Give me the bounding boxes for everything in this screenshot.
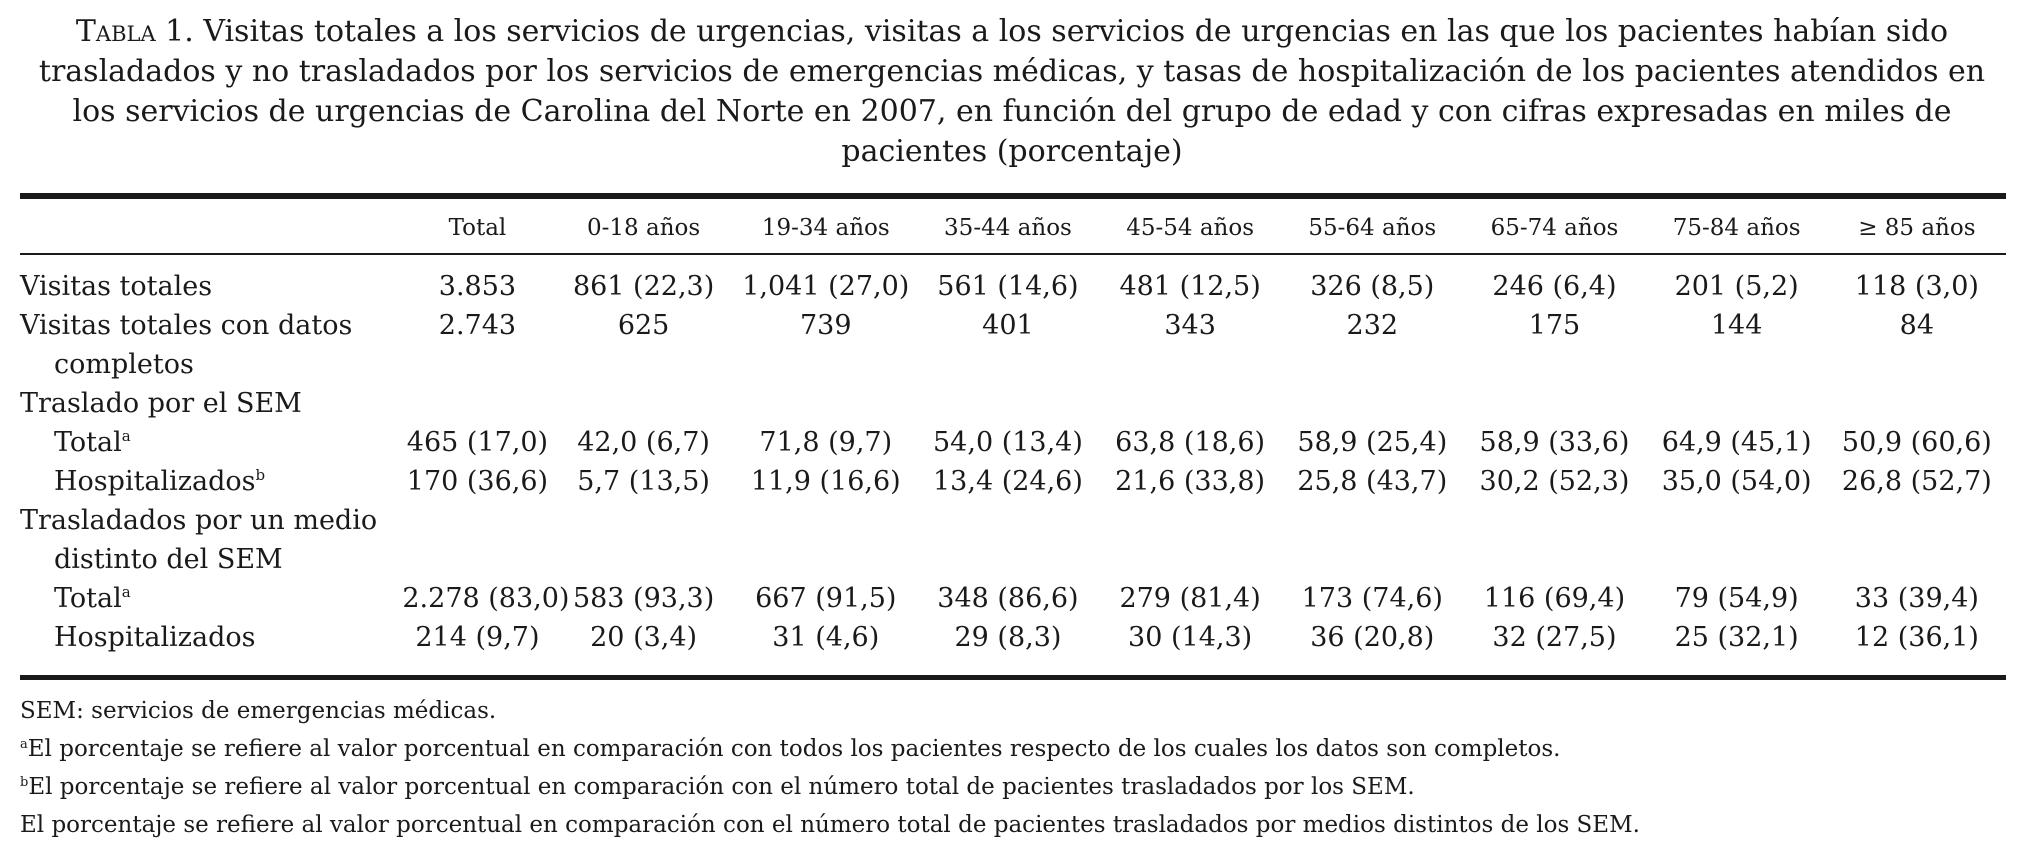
table-cell: 21,6 (33,8): [1115, 466, 1266, 497]
row-label-text: Total: [54, 427, 122, 458]
table-cell: 84: [1899, 310, 1935, 341]
table-cell: 25,8 (43,7): [1297, 466, 1448, 497]
table-cell: 561 (14,6): [937, 271, 1079, 302]
table-cell: 2.278 (83,0): [402, 583, 570, 614]
table-cell: 30 (14,3): [1128, 622, 1253, 653]
table-cell: 170 (36,6): [406, 466, 549, 497]
section-heading-line: Trasladados por un medio: [20, 505, 378, 536]
table-cell: 42,0 (6,7): [577, 427, 710, 458]
table-cell: 63,8 (18,6): [1115, 427, 1266, 458]
table-cell: 173 (74,6): [1301, 583, 1443, 614]
table-cell: 116 (69,4): [1483, 583, 1626, 614]
table-cell: 401: [982, 310, 1034, 341]
footnote-marker: b: [255, 466, 266, 484]
table-cell: 64,9 (45,1): [1661, 427, 1812, 458]
table-cell: 36 (20,8): [1310, 622, 1435, 653]
data-table: [20, 203, 2006, 657]
top-rule: [20, 193, 2006, 199]
row-label: Hospitalizados: [54, 622, 256, 653]
footnote-a: [20, 730, 2006, 768]
table-row: [20, 579, 2006, 618]
footnote-text: El porcentaje se refiere al valor porcentual en comparación con el número total de pacientes trasladados por los SEM.: [28, 774, 1415, 800]
table-cell: 348 (86,6): [937, 583, 1079, 614]
table-cell: 279 (81,4): [1119, 583, 1261, 614]
header-cell-age: 35-44 años: [944, 214, 1072, 241]
row-label: [20, 306, 402, 384]
table-cell: 54,0 (13,4): [933, 427, 1083, 458]
table-cell: 58,9 (25,4): [1297, 427, 1448, 458]
table-row: [20, 267, 2006, 306]
header-cell-age: 65-74 años: [1490, 214, 1619, 241]
table-cell: 11,9 (16,6): [750, 466, 901, 497]
table-cell: 33 (39,4): [1854, 583, 1979, 614]
footnote-abbreviation: SEM: servicios de emergencias médicas.: [20, 698, 497, 724]
table-row: [20, 306, 2006, 384]
table-footnotes: [20, 692, 2006, 844]
table-cell: 20 (3,4): [590, 622, 698, 653]
table-cell: 30,2 (52,3): [1479, 466, 1630, 497]
footnote-b: [20, 768, 2006, 806]
table-cell: 625: [617, 310, 670, 341]
footnote-marker: b: [20, 775, 29, 790]
table-cell: 481 (12,5): [1119, 271, 1261, 302]
table-cell: 201 (5,2): [1674, 271, 1799, 302]
header-cell-age: 45-54 años: [1126, 214, 1255, 241]
table-cell: 118 (3,0): [1854, 271, 1979, 302]
header-cell-age: 0-18 años: [587, 214, 701, 241]
table-cell: 26,8 (52,7): [1841, 466, 1992, 497]
table-cell: 246 (6,4): [1492, 271, 1617, 302]
table-cell: 175: [1528, 310, 1581, 341]
section-heading: Traslado por el SEM: [20, 388, 302, 419]
row-label-text: Total: [54, 583, 122, 614]
table-cell: 583 (93,3): [572, 583, 715, 614]
table-cell: 29 (8,3): [954, 622, 1062, 653]
table-cell: 50,9 (60,6): [1841, 427, 1992, 458]
table-cell: 1,041 (27,0): [742, 271, 910, 302]
table-cell: 79 (54,9): [1674, 583, 1799, 614]
table-cell: 739: [800, 310, 852, 341]
table-row: [20, 462, 2006, 501]
row-label: [20, 423, 402, 462]
table-cell: 232: [1346, 310, 1399, 341]
table-cell: 58,9 (33,6): [1479, 427, 1630, 458]
header-cell-total: Total: [448, 214, 507, 241]
table-cell: 35,0 (54,0): [1661, 466, 1812, 497]
bottom-rule: [20, 675, 2006, 680]
table-cell: 3.853: [438, 271, 517, 302]
table-cell: 343: [1164, 310, 1216, 341]
footnote-marker: a: [20, 737, 28, 752]
table-number: Tabla 1.: [75, 14, 194, 49]
header-cell-age: ≥ 85 años: [1858, 214, 1976, 241]
row-label: Visitas totales: [20, 271, 213, 302]
table-cell: 214 (9,7): [415, 622, 540, 653]
table-cell: 144: [1710, 310, 1763, 341]
section-heading-row: [20, 501, 2006, 579]
table-row: [20, 618, 2006, 657]
table-cell: 861 (22,3): [572, 271, 715, 302]
table-cell: 25 (32,1): [1674, 622, 1799, 653]
section-heading-line: distinto del SEM: [54, 544, 283, 575]
section-heading: [20, 501, 2006, 579]
table-cell: 2.743: [438, 310, 517, 341]
header-cell-age: 19-34 años: [761, 214, 890, 241]
table-cell: 32 (27,5): [1492, 622, 1617, 653]
caption-text: Visitas totales a los servicios de urgencias, visitas a los servicios de urgencias en las que los pacientes habían sido trasladados y no trasladados por los servicios de emergencias médicas, y tasas de hospitalización de los pacientes atendidos en los servicios de urgencias de Carolina del Norte en 2007, en función del grupo de edad y con cifras expresadas en miles de pacientes (porcentaje): [38, 14, 1986, 169]
row-label-line: completos: [54, 349, 194, 380]
row-label-line: Visitas totales con datos: [20, 310, 353, 341]
footnote-c: El porcentaje se refiere al valor porcentual en comparación con el número total de pacientes trasladados por medios distintos de los SEM.: [20, 812, 1640, 838]
table-caption: [20, 12, 2004, 172]
section-heading-row: [20, 384, 2006, 423]
header-cell-age: 55-64 años: [1308, 214, 1437, 241]
footnote-text: El porcentaje se refiere al valor porcentual en comparación con todos los pacientes respecto de los cuales los datos son completos.: [27, 736, 1561, 762]
table-cell: 326 (8,5): [1310, 271, 1435, 302]
row-label-text: Hospitalizados: [54, 466, 256, 497]
table-cell: 12 (36,1): [1854, 622, 1979, 653]
footnote-marker: a: [121, 427, 131, 445]
table-cell: 31 (4,6): [772, 622, 880, 653]
table-cell: 71,8 (9,7): [759, 427, 893, 458]
header-cell: [20, 203, 402, 252]
table-cell: 465 (17,0): [406, 427, 549, 458]
header-cell-age: 75-84 años: [1672, 214, 1801, 241]
row-label: [20, 462, 402, 501]
table-cell: 13,4 (24,6): [933, 466, 1083, 497]
row-label: [20, 579, 402, 618]
table-cell: 667 (91,5): [755, 583, 897, 614]
table-cell: 5,7 (13,5): [577, 466, 710, 497]
table-row: [20, 423, 2006, 462]
header-row: [20, 203, 2006, 252]
footnote-marker: a: [121, 583, 131, 601]
